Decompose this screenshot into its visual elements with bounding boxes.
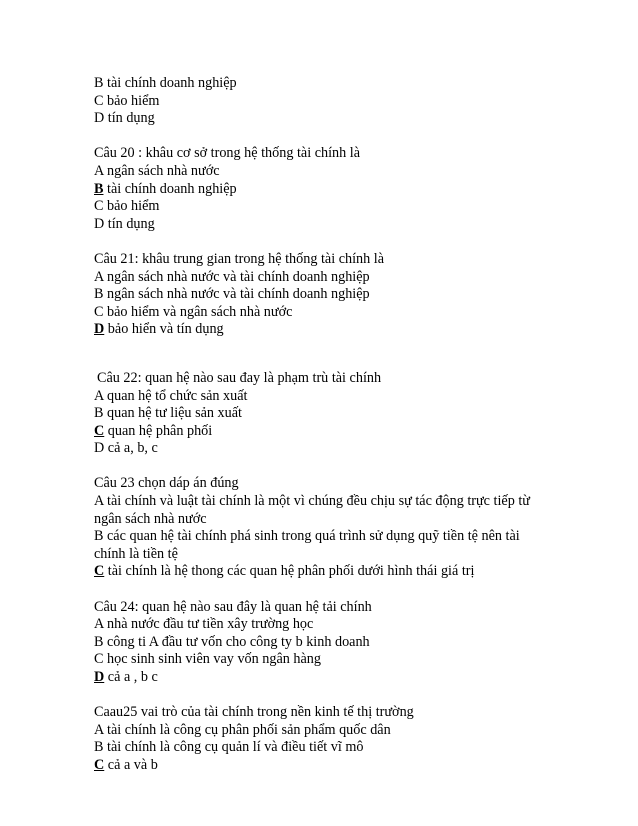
option-line: A tài chính và luật tài chính là một vì chúng đều chịu sự tác động trực tiếp từ bbox=[94, 493, 530, 510]
option-line: C bảo hiểm và ngân sách nhà nước bbox=[94, 303, 293, 320]
option-line-answer: B tài chính doanh nghiệp bbox=[94, 180, 237, 197]
option-line: D cả a, b, c bbox=[94, 440, 158, 457]
option-line: A ngân sách nhà nước và tài chính doanh nghiệp bbox=[94, 268, 370, 285]
option-line-continued: chính là tiền tệ bbox=[94, 545, 178, 562]
answer-key: C bbox=[94, 756, 105, 773]
answer-key: D bbox=[94, 321, 105, 338]
option-line: A quan hệ tổ chức sản xuất bbox=[94, 387, 248, 404]
option-line: A ngân sách nhà nước bbox=[94, 162, 220, 179]
option-line: B các quan hệ tài chính phá sinh trong quá trình sử dụng quỹ tiền tệ nên tài bbox=[94, 528, 520, 545]
option-line: B tài chính doanh nghiệp bbox=[94, 75, 237, 91]
option-line: C bảo hiểm bbox=[94, 92, 160, 109]
question-text: Caau25 vai trò của tài chính trong nền kinh tế thị trường bbox=[94, 704, 414, 721]
answer-key: C bbox=[94, 422, 105, 439]
answer-key: D bbox=[94, 669, 105, 685]
spacer bbox=[94, 458, 574, 476]
answer-key: B bbox=[94, 180, 104, 197]
option-line: D tín dụng bbox=[94, 110, 155, 127]
question-text: Câu 22: quan hệ nào sau đay là phạm trù tài chính bbox=[97, 369, 382, 386]
spacer bbox=[94, 128, 574, 146]
question-block-23 bbox=[94, 475, 574, 581]
option-line: C bảo hiểm bbox=[94, 198, 160, 215]
spacer bbox=[94, 581, 574, 599]
question-text: Câu 21: khâu trung gian trong hệ thống tài chính là bbox=[94, 250, 384, 267]
option-line-answer: C cả a và b bbox=[94, 756, 158, 773]
option-line-continued: ngân sách nhà nước bbox=[94, 510, 207, 527]
option-line: A tài chính là công cụ phân phối sản phẩm quốc dân bbox=[94, 721, 391, 738]
option-line-answer: D cả a , b c bbox=[94, 669, 158, 685]
option-line-answer: C tài chính là hệ thong các quan hệ phân phối dưới hình thái giá trị bbox=[94, 563, 475, 580]
option-line-answer: D bảo hiển và tín dụng bbox=[94, 321, 224, 338]
answer-key: C bbox=[94, 563, 105, 580]
option-line: C học sinh sinh viên vay vốn ngân hàng bbox=[94, 651, 321, 668]
spacer bbox=[94, 339, 574, 370]
option-line: D tín dụng bbox=[94, 215, 155, 232]
option-line: A nhà nước đầu tư tiền xây trường học bbox=[94, 616, 314, 633]
spacer bbox=[94, 687, 574, 705]
question-block-25 bbox=[94, 704, 574, 774]
spacer bbox=[94, 233, 574, 251]
option-line: B công ti A đầu tư vốn cho công ty b kinh doanh bbox=[94, 633, 370, 650]
option-line: B tài chính là công cụ quản lí và điều tiết vĩ mô bbox=[94, 739, 364, 756]
question-text: Câu 23 chọn dáp án đúng bbox=[94, 475, 239, 492]
question-block-20 bbox=[94, 145, 574, 233]
option-line: B ngân sách nhà nước và tài chính doanh nghiệp bbox=[94, 286, 370, 303]
question-text: Câu 24: quan hệ nào sau đây là quan hệ tải chính bbox=[94, 598, 372, 615]
question-block-fragment bbox=[94, 75, 574, 128]
question-text: Câu 20 : khâu cơ sở trong hệ thống tài chính là bbox=[94, 145, 360, 162]
document-page bbox=[94, 75, 574, 775]
question-block-22 bbox=[94, 370, 574, 458]
option-line-answer: C quan hệ phân phối bbox=[94, 422, 213, 439]
question-block-21 bbox=[94, 251, 574, 339]
question-block-24 bbox=[94, 599, 574, 687]
option-line: B quan hệ tư liệu sản xuất bbox=[94, 405, 242, 422]
